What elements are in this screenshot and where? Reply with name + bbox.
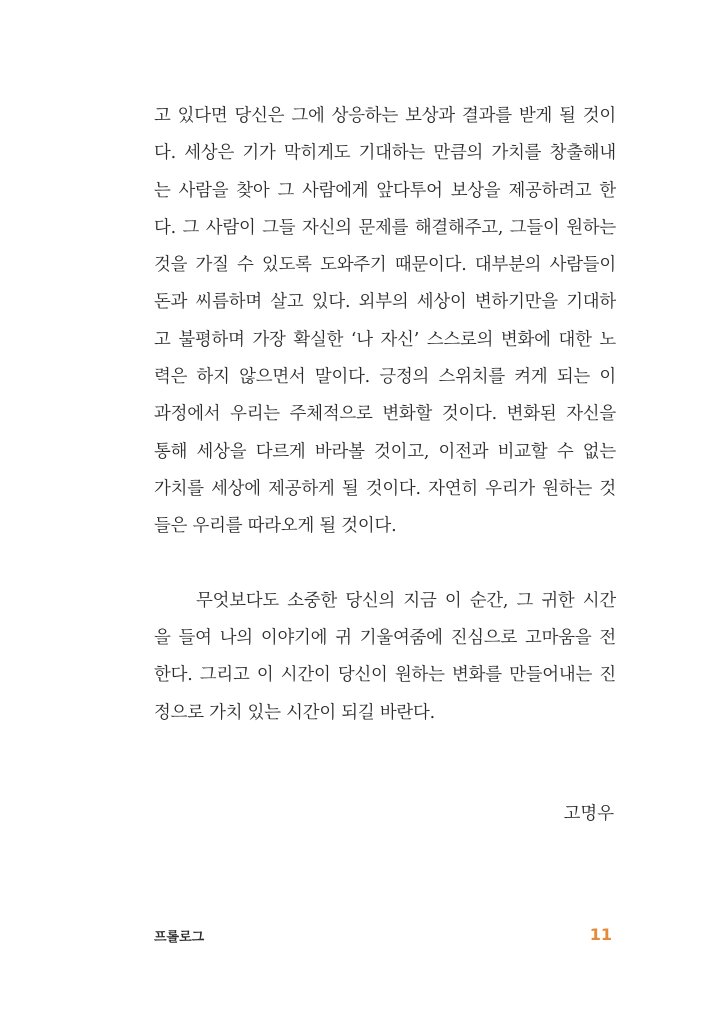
text-line: 다. 세상은 기가 막히게도 기대하는 만큼의 가치를 창출해내: [154, 143, 616, 164]
text-line: 것을 가질 수 있도록 도와주기 때문이다. 대부분의 사람들이: [154, 255, 616, 276]
text-line: 고 있다면 당신은 그에 상응하는 보상과 결과를 받게 될 것이: [154, 106, 616, 126]
text-line: 가치를 세상에 제공하게 될 것이다. 자연히 우리가 원하는 것: [154, 478, 616, 499]
text-line: 돈과 씨름하며 살고 있다. 외부의 세상이 변하기만을 기대하: [154, 292, 616, 313]
text-line: 고 불평하며 가장 확실한 ‘나 자신’ 스스로의 변화에 대한 노: [154, 329, 616, 350]
text-line: 정으로 가치 있는 시간이 되길 바란다.: [154, 702, 435, 723]
text-line: 력은 하지 않으면서 말이다. 긍정의 스위치를 켜게 되는 이: [154, 367, 616, 388]
text-line: 무엇보다도 소중한 당신의 지금 이 순간, 그 귀한 시간: [196, 590, 616, 611]
paragraph-2: [154, 583, 616, 732]
paragraph-1: [154, 98, 616, 546]
text-line: 통해 세상을 다르게 바라볼 것이고, 이전과 비교할 수 없는: [154, 441, 616, 462]
page-body-text: [154, 98, 616, 732]
text-line: 을 들여 나의 이야기에 귀 기울여줌에 진심으로 고마움을 전: [154, 628, 616, 649]
text-line: 들은 우리를 따라오게 될 것이다.: [154, 516, 397, 537]
text-line: 과정에서 우리는 주체적으로 변화할 것이다. 변화된 자신을: [154, 404, 616, 425]
footer-section-title: 프롤로그: [154, 930, 205, 945]
text-line: 한다. 그리고 이 시간이 당신이 원하는 변화를 만들어내는 진: [154, 665, 616, 686]
page-number: 11: [589, 925, 612, 944]
author-signature: 고명우: [563, 804, 614, 824]
paragraph-spacer: [154, 546, 616, 583]
text-line: 는 사람을 찾아 그 사람에게 앞다투어 보상을 제공하려고 한: [154, 180, 616, 201]
text-line: 다. 그 사람이 그들 자신의 문제를 해결해주고, 그들이 원하는: [154, 217, 616, 238]
